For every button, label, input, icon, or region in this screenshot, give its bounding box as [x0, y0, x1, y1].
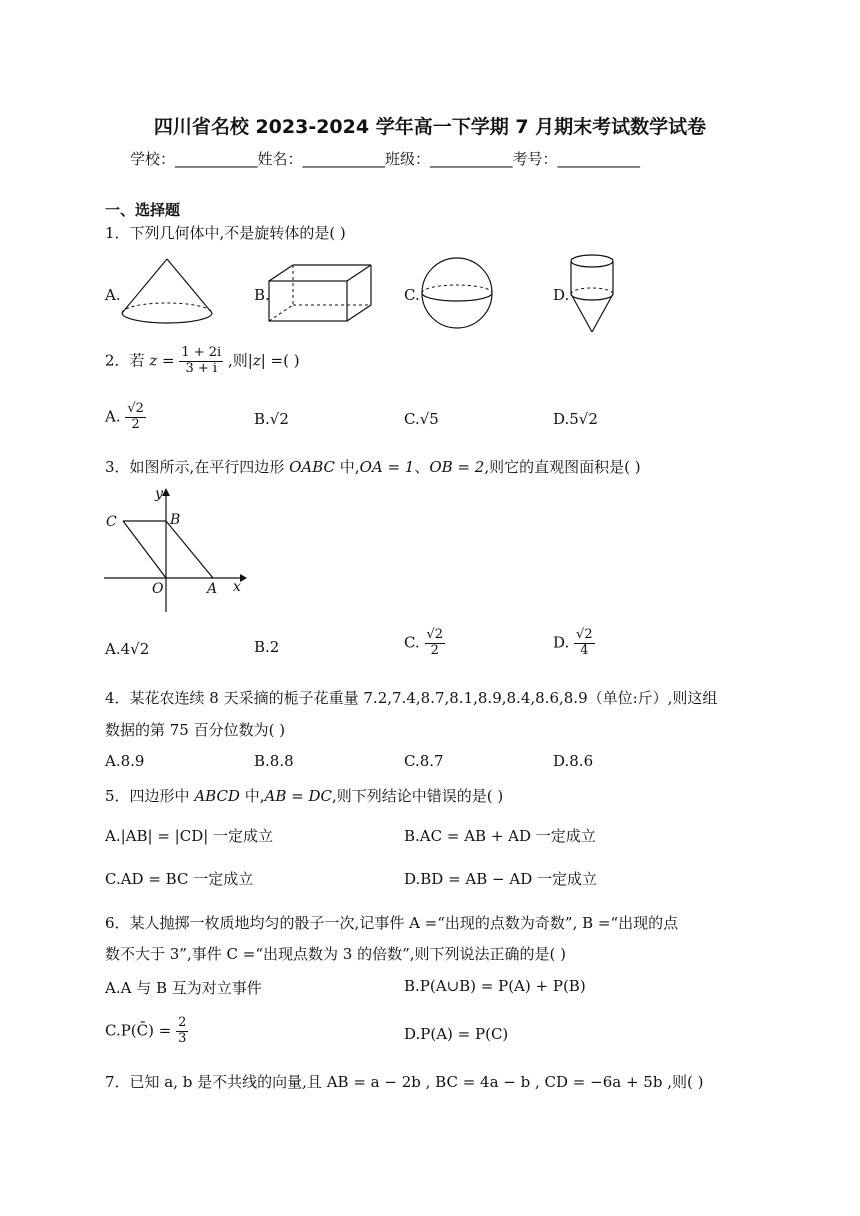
question-3-stem: 3．如图所示,在平行四边形 OABC 中,OA = 1、OB = 2,则它的直观图面积是( ): [105, 458, 641, 476]
question-7-stem: 7．已知 a, b 是不共线的向量,且 AB = a − 2b , BC = 4a − b , CD = −6a + 5b ,则( ): [105, 1073, 704, 1091]
question-6-line-2: 数不大于 3”,事件 C =“出现点数为 3 的倍数”,则下列说法正确的是( ): [105, 945, 566, 963]
q6-option-c: C.P(C̄) = $\frac{2}{3}$: [105, 1015, 187, 1046]
question-5-stem: 5．四边形中 ABCD 中,AB = DC,则下列结论中错误的是( ): [105, 787, 504, 805]
question-6-line-1: 6．某人抛掷一枚质地均匀的骰子一次,记事件 A =“出现的点数为奇数”, B =“出现的点: [105, 914, 679, 932]
q6-option-a: A.A 与 B 互为对立事件: [105, 979, 262, 997]
sphere-figure: [418, 256, 496, 330]
question-2-stem: 2．若 z = $\frac{1 + 2i}{3 + i}$ ,则|z| =( ): [105, 345, 300, 376]
q4-option-c: C.8.7: [404, 752, 444, 770]
q3-option-d: D. $\frac{√2}{4}$: [553, 627, 593, 658]
q2-option-d: D.5√2: [553, 410, 598, 428]
point-o-label: O: [152, 581, 164, 597]
q1-option-b-label: B.: [254, 286, 270, 304]
q5-option-a: A.|AB| = |CD| 一定成立: [105, 827, 274, 845]
q1-option-c-label: C.: [404, 286, 420, 304]
q4-option-d: D.8.6: [553, 752, 594, 770]
q5-option-c: C.AD = BC 一定成立: [105, 870, 254, 888]
q2-option-a: A. $\frac{√2}{2}$: [105, 401, 144, 432]
q1-option-d-label: D.: [553, 286, 570, 304]
cylinder-cone-figure: [566, 252, 618, 336]
q6-option-d: D.P(A) = P(C): [404, 1025, 509, 1043]
y-axis-label: y: [155, 486, 163, 502]
point-b-label: B: [170, 512, 181, 528]
point-a-label: A: [207, 581, 218, 597]
student-info-line: 学校：___________姓名：___________班级：___________考号：___________: [130, 150, 641, 168]
q6-option-b: B.P(A∪B) = P(A) + P(B): [404, 977, 586, 995]
q1-option-a-label: A.: [105, 286, 121, 304]
q3-option-a: A.4√2: [105, 640, 150, 658]
question-4-line-2: 数据的第 75 百分位数为( ): [105, 721, 286, 739]
q3-option-c: C. $\frac{√2}{2}$: [404, 627, 444, 658]
q5-option-b: B.AC = AB + AD 一定成立: [404, 827, 596, 845]
section-heading: 一、选择题: [105, 201, 181, 219]
page-title: 四川省名校 2023-2024 学年高一下学期 7 月期末考试数学试卷: [153, 116, 707, 138]
question-4-line-1: 4．某花农连续 8 天采摘的栀子花重量 7.2,7.4,8.7,8.1,8.9,8.4,8.6,8.9（单位:斤）,则这组: [105, 689, 718, 707]
question-1-stem: 1．下列几何体中,不是旋转体的是( ): [105, 224, 346, 242]
q4-option-a: A.8.9: [105, 752, 145, 770]
parallelogram-figure: [100, 484, 250, 616]
q2-option-b: B.√2: [254, 410, 289, 428]
q4-option-b: B.8.8: [254, 752, 294, 770]
x-axis-label: x: [233, 579, 241, 595]
q2-option-c: C.√5: [404, 410, 439, 428]
point-c-label: C: [106, 514, 117, 530]
cone-figure: [118, 255, 218, 330]
q3-option-b: B.2: [254, 638, 280, 656]
cuboid-figure: [266, 262, 378, 326]
q5-option-d: D.BD = AB − AD 一定成立: [404, 870, 598, 888]
